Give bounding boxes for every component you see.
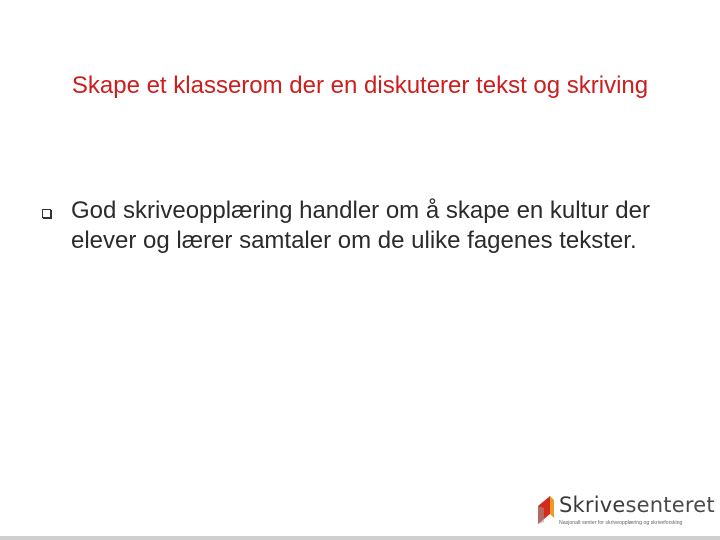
logo-tagline: Nasjonalt senter for skriveopplæring og skriveforsking xyxy=(559,520,683,526)
logo-name-part-2: senteret xyxy=(625,493,715,517)
square-bullet-icon xyxy=(42,209,51,218)
bullet-list xyxy=(40,196,680,256)
logo-mark-icon xyxy=(538,496,554,524)
skrivesenteret-logo xyxy=(538,492,718,532)
bullet-item xyxy=(40,196,680,256)
bottom-divider xyxy=(0,536,720,540)
logo-wordmark xyxy=(559,493,715,517)
bullet-text: God skriveopplæring handler om å skape en kultur der elever og lærer samtaler om de ulike fagenes tekster. xyxy=(71,197,650,254)
logo-name-part-1: Skrive xyxy=(559,493,626,517)
slide-title: Skape et klasserom der en diskuterer tekst og skriving xyxy=(71,72,649,99)
